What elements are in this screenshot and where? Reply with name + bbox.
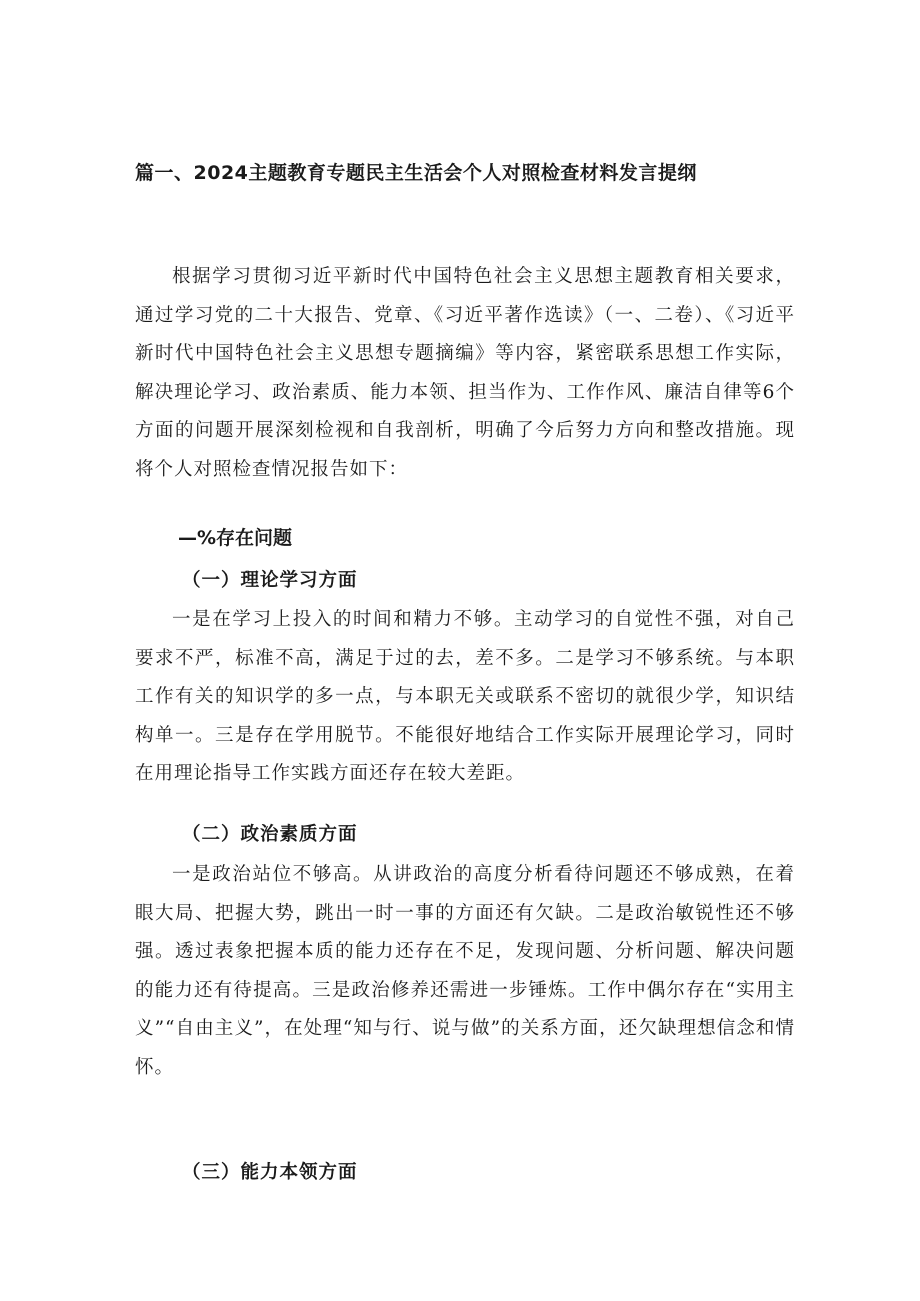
document-title: 篇一、2024主题教育专题民主生活会个人对照检查材料发言提纲 <box>135 162 697 184</box>
subsection-heading-ability: （三）能力本领方面 <box>182 1162 358 1183</box>
intro-paragraph: 根据学习贯彻习近平新时代中国特色社会主义思想主题教育相关要求，通过学习党的二十大报告、党章、《习近平著作选读》（一、二卷）、《习近平新时代中国特色社会主义思想专题摘编》等内容，紧密联系思想工作实际，解决理论学习、政治素质、能力本领、担当作为、工作作风、廉洁自律等6个方面的问题开展深刻检视和自我剖析，明确了今后努力方向和整改措施。现将个人对照检查情况报告如下： <box>135 266 795 480</box>
section-heading-problems: —%存在问题 <box>178 527 293 549</box>
subsection-heading-political-quality: （二）政治素质方面 <box>182 824 358 845</box>
subsection-paragraph-political-quality: 一是政治站位不够高。从讲政治的高度分析看待问题还不够成熟，在着眼大局、把握大势，跳出一时一事的方面还有欠缺。二是政治敏锐性还不够强。透过表象把握本质的能力还存在不足，发现问题、分析问题、解决问题的能力还有待提高。三是政治修养还需进一步锤炼。工作中偶尔存在“实用主义”“自由主义”，在处理“知与行、说与做”的关系方面，还欠缺理想信念和情怀。 <box>135 864 795 1078</box>
subsection-paragraph-theory-study: 一是在学习上投入的时间和精力不够。主动学习的自觉性不强，对自己要求不严，标准不高，满足于过的去，差不多。二是学习不够系统。与本职工作有关的知识学的多一点，与本职无关或联系不密切的就很少学，知识结构单一。三是存在学用脱节。不能很好地结合工作实际开展理论学习，同时在用理论指导工作实践方面还存在较大差距。 <box>135 609 795 785</box>
subsection-heading-theory-study: （一）理论学习方面 <box>182 570 358 591</box>
